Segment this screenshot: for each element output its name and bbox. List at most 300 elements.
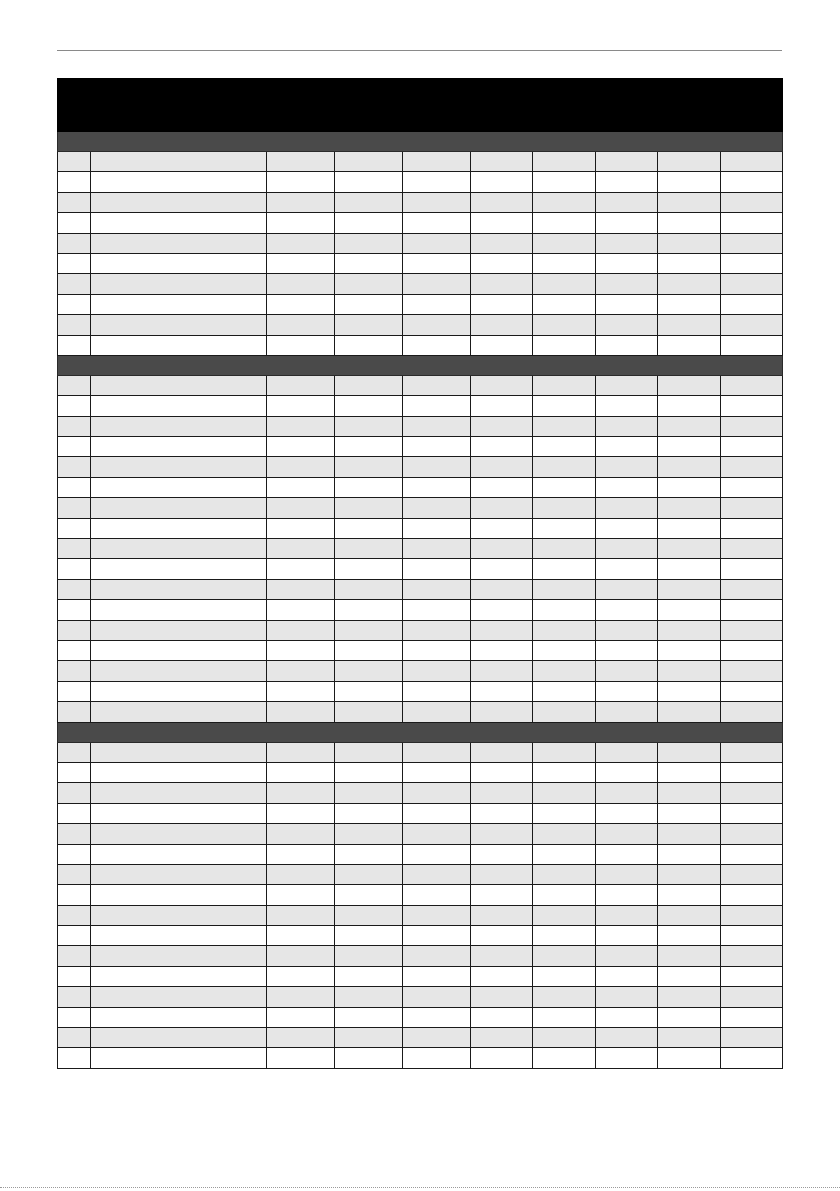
table-cell — [91, 987, 267, 1007]
table-cell — [721, 315, 783, 335]
table-cell — [91, 1048, 267, 1068]
table-cell — [471, 600, 533, 620]
table-cell — [721, 1048, 783, 1068]
table-cell — [721, 457, 783, 477]
table-cell — [91, 640, 267, 660]
table-cell — [533, 885, 596, 905]
table-cell — [596, 762, 658, 782]
table-cell — [267, 375, 335, 395]
row-index-cell — [58, 926, 91, 946]
row-index-cell — [58, 762, 91, 782]
table-cell — [335, 518, 403, 538]
table-cell — [335, 987, 403, 1007]
table-cell — [91, 315, 267, 335]
table-cell — [596, 152, 658, 172]
table-row — [58, 742, 783, 762]
table-cell — [721, 437, 783, 457]
table-cell — [533, 315, 596, 335]
table-row — [58, 987, 783, 1007]
row-index-cell — [58, 1028, 91, 1048]
table-cell — [403, 762, 471, 782]
table-cell — [596, 172, 658, 192]
table-cell — [596, 844, 658, 864]
table-cell — [658, 926, 721, 946]
table-cell — [335, 1028, 403, 1048]
page-bottom-edge — [0, 1187, 840, 1188]
table-cell — [267, 579, 335, 599]
table-cell — [596, 966, 658, 986]
table-cell — [403, 885, 471, 905]
table-cell — [267, 294, 335, 314]
table-cell — [658, 885, 721, 905]
page-header-rule — [57, 50, 782, 51]
table-cell — [471, 437, 533, 457]
table-cell — [403, 824, 471, 844]
table-row — [58, 518, 783, 538]
table-row — [58, 640, 783, 660]
table-cell — [658, 172, 721, 192]
table-cell — [471, 192, 533, 212]
table-cell — [403, 1048, 471, 1068]
table-cell — [658, 274, 721, 294]
table-cell — [658, 579, 721, 599]
row-index-cell — [58, 294, 91, 314]
table-cell — [533, 274, 596, 294]
column-header — [335, 79, 403, 132]
row-index-cell — [58, 375, 91, 395]
table-cell — [596, 274, 658, 294]
table-cell — [267, 1007, 335, 1027]
table-cell — [533, 416, 596, 436]
table-cell — [91, 1007, 267, 1027]
table-cell — [721, 966, 783, 986]
row-index-cell — [58, 253, 91, 273]
table-cell — [533, 192, 596, 212]
table-cell — [596, 559, 658, 579]
table-cell — [596, 885, 658, 905]
table-cell — [335, 559, 403, 579]
table-cell — [471, 152, 533, 172]
row-index-cell — [58, 539, 91, 559]
table-cell — [533, 926, 596, 946]
table-cell — [533, 375, 596, 395]
table-cell — [596, 864, 658, 884]
table-row — [58, 253, 783, 273]
table-cell — [533, 824, 596, 844]
row-index-cell — [58, 864, 91, 884]
row-index-cell — [58, 518, 91, 538]
table-body — [58, 132, 783, 1069]
table-row — [58, 905, 783, 925]
table-cell — [533, 477, 596, 497]
table-cell — [403, 1007, 471, 1027]
table-row — [58, 233, 783, 253]
table-cell — [471, 213, 533, 233]
table-cell — [403, 946, 471, 966]
table-cell — [533, 905, 596, 925]
table-cell — [658, 1007, 721, 1027]
table-cell — [335, 192, 403, 212]
row-index-cell — [58, 885, 91, 905]
table-cell — [403, 803, 471, 823]
table-cell — [658, 966, 721, 986]
row-index-cell — [58, 274, 91, 294]
row-index-cell — [58, 742, 91, 762]
table-row — [58, 762, 783, 782]
table-cell — [335, 702, 403, 722]
table-cell — [533, 620, 596, 640]
table-cell — [533, 518, 596, 538]
table-row — [58, 1028, 783, 1048]
table-cell — [267, 152, 335, 172]
table-cell — [403, 905, 471, 925]
row-index-cell — [58, 803, 91, 823]
table-cell — [267, 396, 335, 416]
table-row — [58, 294, 783, 314]
table-cell — [335, 477, 403, 497]
table-cell — [596, 253, 658, 273]
table-row — [58, 1007, 783, 1027]
row-index-cell — [58, 640, 91, 660]
table-cell — [335, 396, 403, 416]
table-cell — [721, 274, 783, 294]
table-row — [58, 844, 783, 864]
table-cell — [721, 335, 783, 355]
table-cell — [533, 702, 596, 722]
table-cell — [721, 518, 783, 538]
table-cell — [267, 1028, 335, 1048]
table-cell — [471, 396, 533, 416]
table-cell — [721, 640, 783, 660]
table-cell — [403, 864, 471, 884]
table-cell — [267, 661, 335, 681]
table-cell — [533, 640, 596, 660]
table-cell — [533, 396, 596, 416]
table-cell — [403, 1028, 471, 1048]
table-cell — [471, 783, 533, 803]
table-cell — [471, 905, 533, 925]
table-row — [58, 335, 783, 355]
table-cell — [533, 559, 596, 579]
table-cell — [335, 824, 403, 844]
row-index-cell — [58, 1007, 91, 1027]
table-cell — [596, 579, 658, 599]
table-cell — [533, 946, 596, 966]
table-cell — [471, 620, 533, 640]
table-cell — [91, 783, 267, 803]
table-cell — [403, 579, 471, 599]
table-cell — [658, 1048, 721, 1068]
row-index-cell — [58, 335, 91, 355]
table-cell — [335, 640, 403, 660]
table-cell — [91, 152, 267, 172]
table-cell — [267, 1048, 335, 1068]
table-cell — [267, 274, 335, 294]
row-index-cell — [58, 824, 91, 844]
table-cell — [335, 905, 403, 925]
table-cell — [471, 742, 533, 762]
table-cell — [403, 192, 471, 212]
row-index-cell — [58, 702, 91, 722]
table-cell — [471, 477, 533, 497]
table-cell — [403, 844, 471, 864]
table-cell — [721, 702, 783, 722]
table-cell — [533, 681, 596, 701]
table-cell — [596, 620, 658, 640]
table-cell — [403, 152, 471, 172]
table-cell — [596, 783, 658, 803]
table-cell — [471, 457, 533, 477]
table-cell — [267, 987, 335, 1007]
table-cell — [721, 294, 783, 314]
row-index-cell — [58, 498, 91, 518]
table-cell — [267, 966, 335, 986]
row-index-cell — [58, 620, 91, 640]
table-row — [58, 477, 783, 497]
table-cell — [533, 233, 596, 253]
table-cell — [335, 742, 403, 762]
table-header-row — [58, 79, 783, 132]
table-cell — [471, 681, 533, 701]
table-cell — [267, 905, 335, 925]
table-cell — [596, 416, 658, 436]
table-row — [58, 620, 783, 640]
table-cell — [596, 498, 658, 518]
table-cell — [596, 192, 658, 212]
table-cell — [267, 233, 335, 253]
column-header — [533, 79, 596, 132]
table-cell — [267, 803, 335, 823]
table-cell — [596, 600, 658, 620]
table-cell — [721, 396, 783, 416]
table-cell — [658, 192, 721, 212]
row-index-cell — [58, 1048, 91, 1068]
table-cell — [91, 620, 267, 640]
row-index-cell — [58, 172, 91, 192]
table-cell — [596, 661, 658, 681]
table-cell — [721, 905, 783, 925]
table-cell — [267, 620, 335, 640]
table-cell — [403, 375, 471, 395]
table-cell — [721, 375, 783, 395]
table-cell — [91, 762, 267, 782]
table-cell — [403, 233, 471, 253]
table-cell — [403, 783, 471, 803]
table-cell — [335, 172, 403, 192]
table-cell — [335, 335, 403, 355]
table-cell — [403, 253, 471, 273]
section-header-row — [58, 355, 783, 375]
table-cell — [335, 681, 403, 701]
table-cell — [596, 294, 658, 314]
table-cell — [471, 926, 533, 946]
table-cell — [596, 437, 658, 457]
row-index-cell — [58, 437, 91, 457]
table-cell — [267, 498, 335, 518]
table-cell — [471, 315, 533, 335]
row-index-cell — [58, 559, 91, 579]
table-cell — [335, 885, 403, 905]
table-cell — [721, 783, 783, 803]
table-cell — [335, 375, 403, 395]
table-cell — [721, 885, 783, 905]
table-row — [58, 396, 783, 416]
table-cell — [721, 844, 783, 864]
table-row — [58, 885, 783, 905]
row-index-cell — [58, 844, 91, 864]
table-cell — [403, 926, 471, 946]
section-title — [58, 132, 783, 152]
table-cell — [403, 987, 471, 1007]
table-cell — [658, 824, 721, 844]
table-cell — [721, 762, 783, 782]
table-cell — [335, 844, 403, 864]
row-index-cell — [58, 905, 91, 925]
table-row — [58, 274, 783, 294]
table-cell — [596, 396, 658, 416]
table-cell — [267, 477, 335, 497]
table-cell — [596, 1028, 658, 1048]
table-cell — [471, 172, 533, 192]
table-cell — [403, 600, 471, 620]
table-cell — [658, 905, 721, 925]
table-cell — [267, 416, 335, 436]
table-cell — [267, 844, 335, 864]
row-index-cell — [58, 946, 91, 966]
table-cell — [721, 987, 783, 1007]
table-cell — [596, 1007, 658, 1027]
table-cell — [721, 803, 783, 823]
table-cell — [335, 946, 403, 966]
table-cell — [721, 681, 783, 701]
column-header — [58, 79, 91, 132]
table-cell — [721, 824, 783, 844]
table-cell — [267, 335, 335, 355]
table-cell — [91, 864, 267, 884]
table-cell — [91, 477, 267, 497]
table-cell — [335, 213, 403, 233]
table-cell — [471, 1028, 533, 1048]
table-cell — [267, 518, 335, 538]
table-cell — [267, 539, 335, 559]
table-cell — [658, 1028, 721, 1048]
table-cell — [721, 192, 783, 212]
table-cell — [267, 681, 335, 701]
table-cell — [403, 335, 471, 355]
table-cell — [533, 1028, 596, 1048]
table-row — [58, 803, 783, 823]
table-cell — [721, 661, 783, 681]
table-cell — [533, 152, 596, 172]
table-cell — [721, 213, 783, 233]
section-title — [58, 355, 783, 375]
table-cell — [533, 253, 596, 273]
table-cell — [91, 600, 267, 620]
table-cell — [533, 1048, 596, 1068]
table-cell — [91, 172, 267, 192]
table-cell — [658, 844, 721, 864]
table-cell — [533, 783, 596, 803]
table-cell — [533, 742, 596, 762]
table-cell — [403, 172, 471, 192]
table-cell — [403, 559, 471, 579]
table-cell — [658, 477, 721, 497]
table-cell — [403, 213, 471, 233]
table-cell — [403, 437, 471, 457]
row-index-cell — [58, 600, 91, 620]
table-row — [58, 416, 783, 436]
table-cell — [721, 477, 783, 497]
table-cell — [596, 477, 658, 497]
table-cell — [658, 152, 721, 172]
table-cell — [471, 946, 533, 966]
column-header — [658, 79, 721, 132]
row-index-cell — [58, 966, 91, 986]
row-index-cell — [58, 783, 91, 803]
table-cell — [335, 437, 403, 457]
table-cell — [335, 579, 403, 599]
table-cell — [658, 457, 721, 477]
table-cell — [335, 803, 403, 823]
table-cell — [335, 539, 403, 559]
table-cell — [721, 1007, 783, 1027]
table-cell — [335, 498, 403, 518]
table-cell — [91, 233, 267, 253]
table-cell — [267, 824, 335, 844]
row-index-cell — [58, 192, 91, 212]
table-cell — [471, 803, 533, 823]
table-cell — [403, 457, 471, 477]
table-cell — [596, 803, 658, 823]
table-cell — [403, 477, 471, 497]
table-cell — [267, 213, 335, 233]
table-cell — [335, 152, 403, 172]
table-cell — [533, 172, 596, 192]
table-cell — [91, 335, 267, 355]
table-row — [58, 498, 783, 518]
table-row — [58, 702, 783, 722]
table-cell — [91, 742, 267, 762]
table-cell — [403, 294, 471, 314]
table-cell — [335, 620, 403, 640]
table-cell — [471, 518, 533, 538]
table-cell — [596, 457, 658, 477]
table-cell — [91, 824, 267, 844]
table-cell — [471, 844, 533, 864]
table-cell — [658, 559, 721, 579]
table-cell — [658, 661, 721, 681]
table-row — [58, 966, 783, 986]
table-cell — [658, 987, 721, 1007]
table-cell — [721, 416, 783, 436]
table-cell — [403, 416, 471, 436]
table-row — [58, 192, 783, 212]
table-cell — [658, 375, 721, 395]
table-cell — [403, 702, 471, 722]
table-row — [58, 457, 783, 477]
table-cell — [471, 640, 533, 660]
table-cell — [533, 335, 596, 355]
table-cell — [596, 702, 658, 722]
table-cell — [658, 233, 721, 253]
table-cell — [658, 396, 721, 416]
section-title — [58, 722, 783, 742]
table-cell — [335, 783, 403, 803]
table-cell — [335, 274, 403, 294]
table-cell — [721, 498, 783, 518]
table-cell — [91, 559, 267, 579]
table-cell — [658, 681, 721, 701]
